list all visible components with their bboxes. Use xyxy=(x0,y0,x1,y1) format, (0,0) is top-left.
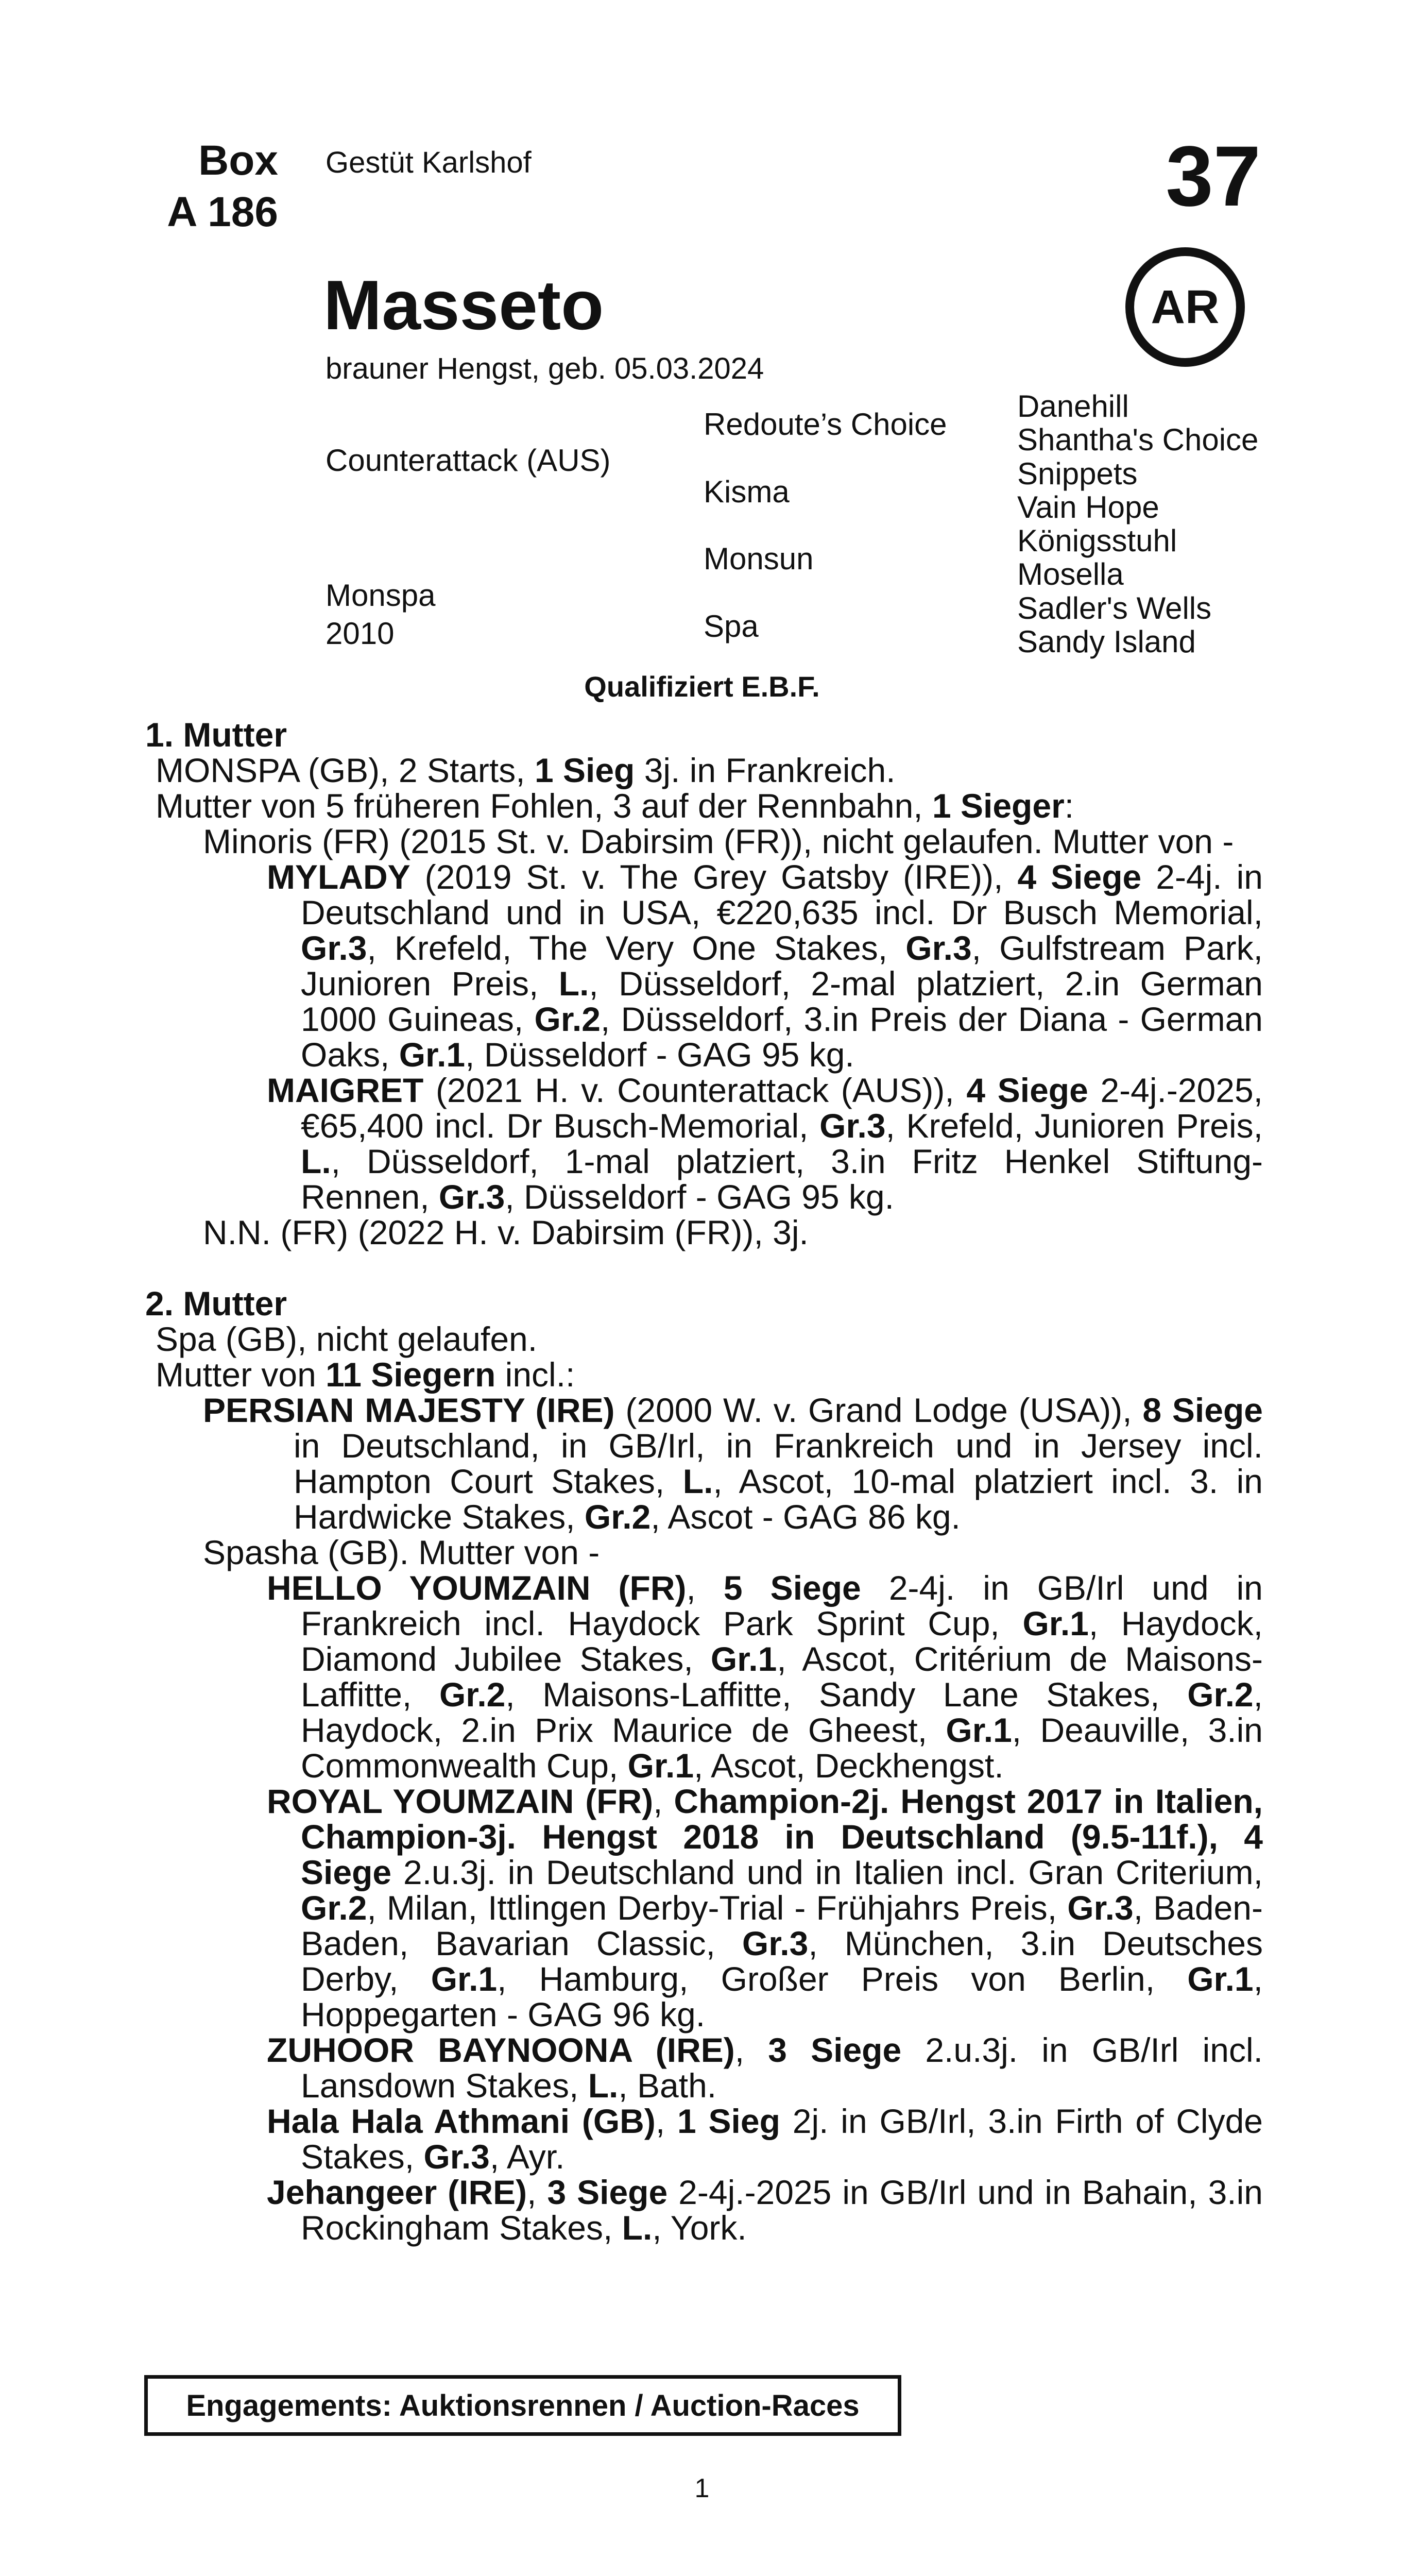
horse-description: brauner Hengst, geb. 05.03.2024 xyxy=(326,352,764,385)
pedigree-sire: Counterattack (AUS) xyxy=(326,443,611,478)
box-label-line2: A 186 xyxy=(167,189,278,235)
royal-youmzain-entry: ROYAL YOUMZAIN (FR), Champion-2j. Hengst 2017 in Italien, Champion-3j. Hengst 2018 in Deutschland (9.5-11f.), 4 Siege 2.u.3j. in Deutschland und in Italien incl. Gran Criterium, Gr.2, Milan, Ittlingen Derby-Trial - Frühjahrs Preis, Gr.3, Baden-Baden, Bavarian Classic, Gr.3, München, 3.in Deutsches Derby, Gr.1, Hamburg, Großer Preis von Berlin, Gr.1, Hoppegarten - GAG 96 kg. xyxy=(267,1782,1263,2033)
mylady-entry: MYLADY (2019 St. v. The Grey Gatsby (IRE)), 4 Siege 2-4j. in Deutschland und in USA, €220,635 incl. Dr Busch Memorial, Gr.3, Krefeld, The Very One Stakes, Gr.3, Gulfstream Park, Junioren Preis, L., Düsseldorf, 2-mal platziert, 2.in German 1000 Guineas, Gr.2, Düsseldorf, 3.in Preis der Diana - German Oaks, Gr.1, Düsseldorf - GAG 95 kg. xyxy=(267,858,1263,1074)
horse-name: Masseto xyxy=(323,266,604,344)
minoris-entry: Minoris (FR) (2015 St. v. Dabirsim (FR)), nicht gelaufen. Mutter von - xyxy=(203,822,1234,860)
pedigree-sire-sire: Redoute’s Choice xyxy=(704,407,947,442)
pedigree-sire-dam: Kisma xyxy=(704,474,790,509)
jehangeer-entry: Jehangeer (IRE), 3 Siege 2-4j.-2025 in GB/Irl und in Bahain, 3.in Rockingham Stakes, L., York. xyxy=(267,2173,1263,2247)
ar-badge xyxy=(1125,247,1245,367)
zuhoor-baynoona-entry: ZUHOOR BAYNOONA (IRE), 3 Siege 2.u.3j. in GB/Irl incl. Lansdown Stakes, L., Bath. xyxy=(267,2031,1263,2105)
second-dam-section xyxy=(145,1286,1263,2246)
first-dam-section xyxy=(145,717,1263,1250)
second-dam-heading: 2. Mutter xyxy=(145,1284,287,1323)
engagements-box xyxy=(144,2375,901,2436)
persian-majesty-entry: PERSIAN MAJESTY (IRE) (2000 W. v. Grand Lodge (USA)), 8 Siege in Deutschland, in GB/Irl, in Frankreich und in Jersey incl. Hampton Court Stakes, L., Ascot, 10-mal platziert incl. 3. in Hardwicke Stakes, Gr.2, Ascot - GAG 86 kg. xyxy=(203,1391,1263,1536)
pedigree-dam-year: 2010 xyxy=(326,616,395,651)
pedigree-dam: Monspa xyxy=(326,578,436,613)
box-number xyxy=(103,135,278,238)
maigret-entry: MAIGRET (2021 H. v. Counterattack (AUS)), 4 Siege 2-4j.-2025, €65,400 incl. Dr Busch-Memorial, Gr.3, Krefeld, Junioren Preis, L., Düsseldorf, 1-mal platziert, 3.in Fritz Henkel Stiftung-Rennen, Gr.3, Düsseldorf - GAG 95 kg. xyxy=(267,1071,1263,1216)
pedigree-ancestor: Königsstuhl xyxy=(1017,523,1177,558)
pedigree-ancestor: Mosella xyxy=(1017,557,1124,591)
pedigree-ancestor: Danehill xyxy=(1017,389,1129,423)
lot-number: 37 xyxy=(1166,129,1261,224)
pedigree-ancestor: Sadler's Wells xyxy=(1017,591,1212,625)
ar-badge-label: AR xyxy=(1151,280,1220,333)
nn-entry: N.N. (FR) (2022 H. v. Dabirsim (FR)), 3j. xyxy=(203,1213,809,1251)
hala-hala-athmani-entry: Hala Hala Athmani (GB), 1 Sieg 2j. in GB/Irl, 3.in Firth of Clyde Stakes, Gr.3, Ayr. xyxy=(267,2102,1263,2176)
pedigree-ancestor: Snippets xyxy=(1017,456,1138,491)
hello-youmzain-entry: HELLO YOUMZAIN (FR), 5 Siege 2-4j. in GB/Irl und in Frankreich incl. Haydock Park Sprint Cup, Gr.1, Haydock, Diamond Jubilee Stakes, Gr.1, Ascot, Critérium de Maisons-Laffitte, Gr.2, Maisons-Laffitte, Sandy Lane Stakes, Gr.2, Haydock, 2.in Prix Maurice de Gheest, Gr.1, Deauville, 3.in Commonwealth Cup, Gr.1, Ascot, Deckhengst. xyxy=(267,1569,1263,1785)
pedigree-dam-sire: Monsun xyxy=(704,541,814,576)
box-label-line1: Box xyxy=(198,137,278,184)
breeder: Gestüt Karlshof xyxy=(326,146,532,179)
spasha-entry: Spasha (GB). Mutter von - xyxy=(203,1533,600,1571)
qualification-note: Qualifiziert E.B.F. xyxy=(584,670,820,703)
pedigree-ancestor: Vain Hope xyxy=(1017,490,1159,524)
second-dam-record: Spa (GB), nicht gelaufen. xyxy=(156,1320,538,1358)
page-number: 1 xyxy=(694,2473,710,2503)
engagements-label: Engagements: Auktionsrennen / Auction-Races xyxy=(186,2388,860,2422)
second-dam-produce: Mutter von 11 Siegern incl.: xyxy=(156,1355,575,1394)
pedigree-ancestor: Shantha's Choice xyxy=(1017,422,1259,457)
pedigree-dam-dam: Spa xyxy=(704,609,759,643)
first-dam-produce: Mutter von 5 früheren Fohlen, 3 auf der Rennbahn, 1 Sieger: xyxy=(156,787,1074,825)
first-dam-heading: 1. Mutter xyxy=(145,716,287,754)
first-dam-record: MONSPA (GB), 2 Starts, 1 Sieg 3j. in Frankreich. xyxy=(156,751,896,789)
pedigree-ancestor: Sandy Island xyxy=(1017,624,1196,659)
